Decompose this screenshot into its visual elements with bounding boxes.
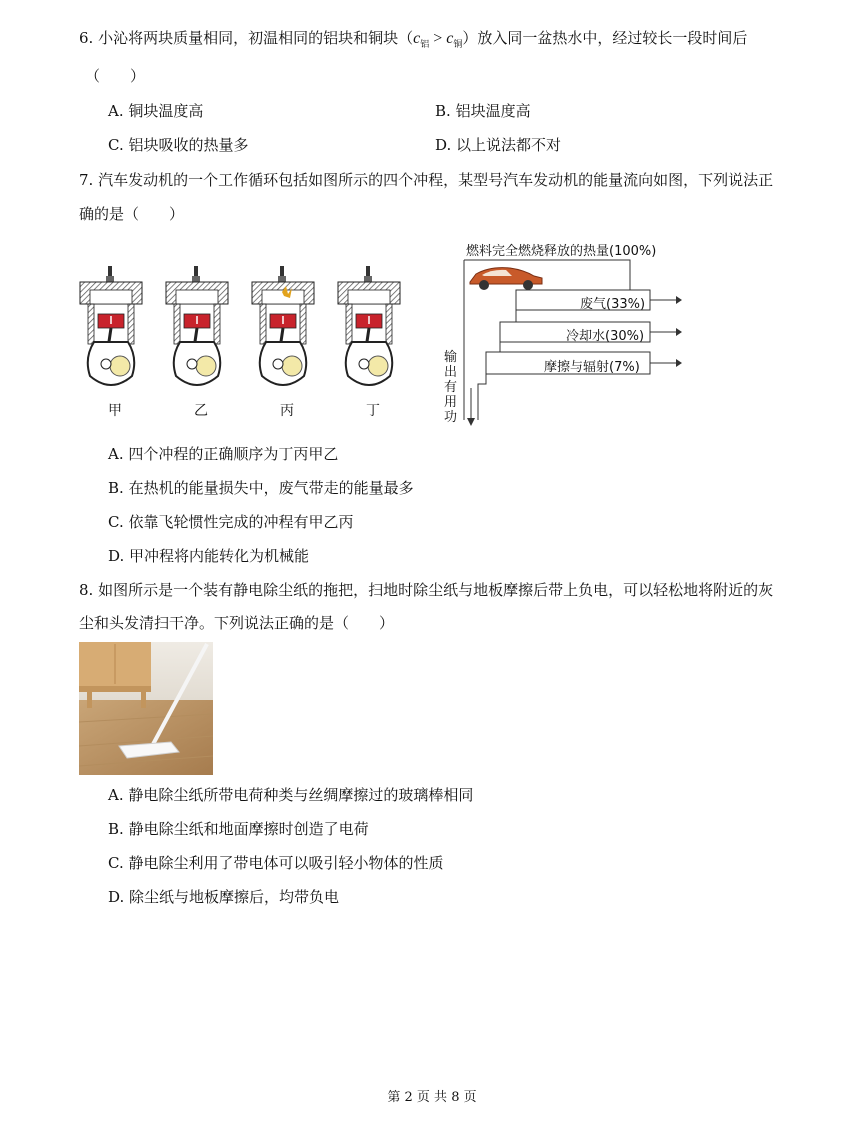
q6-formula [413,30,463,50]
q7-option-b[interactable] [108,478,414,498]
q8-option-c[interactable] [108,853,444,873]
q7-option-a[interactable] [108,444,338,464]
q6-stem [79,28,747,54]
q6-option-b[interactable] [435,101,531,121]
q8-option-a[interactable] [108,785,473,805]
q7-option-c[interactable] [108,512,354,532]
q7-stem-line1: 7. 汽车发动机的一个工作循环包括如图所示的四个冲程，某型号汽车发动机的能量流向如图，下列说法正 [79,171,774,189]
option-label: D. [108,888,125,906]
q8-option-d[interactable] [108,887,339,907]
option-label: B. [108,479,124,497]
option-text: 铝块吸收的热量多 [128,136,249,154]
formula-sub-cu: 铜 [453,39,463,50]
option-label: C. [108,136,124,154]
option-label: C. [108,513,124,531]
flow-item-exhaust: 废气(33%) [580,297,646,312]
option-label: A. [108,786,124,804]
mop-photo [79,642,213,775]
option-label: A. [108,102,124,120]
option-text: 静电除尘纸和地面摩擦时创造了电荷 [128,820,369,838]
engine-strokes-svg [76,262,416,422]
formula-c-al: c [413,30,421,47]
engine-strokes-figure [76,262,416,422]
engine-bing [252,266,314,385]
car-icon [470,268,542,290]
energy-flow-figure [440,238,690,428]
engine-label-bing: 丙 [280,403,294,419]
page-footer: 第 2 页 共 8 页 [387,1090,477,1105]
q6-stem-part-b: ）放入同一盆热水中，经过较长一段时间后 [462,29,748,47]
q6-option-c[interactable] [108,135,249,155]
flow-output-label: 输出有用功 [444,350,458,425]
engine-jia [80,266,142,385]
option-text: 依靠飞轮惯性完成的冲程有甲乙丙 [128,513,354,531]
flow-title: 燃料完全燃烧释放的热量(100%) [466,244,657,259]
q6-option-d[interactable] [435,135,561,155]
q8-stem-line2: 尘和头发清扫干净。下列说法正确的是（ ） [79,614,395,632]
formula-c-cu: c [446,30,454,47]
option-label: B. [108,820,124,838]
q8-stem-line1: 8. 如图所示是一个装有静电除尘纸的拖把，扫地时除尘纸与地板摩擦后带上负电，可以轻松地将附近的灰 [79,581,774,599]
q6-answer-paren: （ ） [85,67,146,85]
flow-item-friction: 摩擦与辐射(7%) [544,360,640,375]
formula-gt: > [429,30,447,47]
option-text: 铜块温度高 [128,102,204,120]
flow-item-coolant: 冷却水(30%) [566,329,645,344]
option-text: 甲冲程将内能转化为机械能 [129,547,310,565]
formula-sub-al: 铝 [420,39,430,50]
engine-label-jia: 甲 [108,403,122,419]
q8-option-b[interactable] [108,819,369,839]
option-text: 以上说法都不对 [456,136,562,154]
option-text: 在热机的能量损失中，废气带走的能量最多 [128,479,414,497]
engine-label-ding: 丁 [366,403,380,419]
mop-photo-svg [79,642,213,775]
option-text: 除尘纸与地板摩擦后，均带负电 [129,888,340,906]
option-label: B. [435,102,451,120]
option-text: 铝块温度高 [455,102,531,120]
option-label: D. [435,136,452,154]
option-label: A. [108,445,124,463]
q7-stem-line2: 确的是（ ） [79,205,185,223]
option-label: D. [108,547,125,565]
energy-flow-svg [440,238,690,428]
q6-stem-part-a: 6. 小沁将两块质量相同，初温相同的铝块和铜块（ [79,29,414,47]
option-text: 四个冲程的正确顺序为丁丙甲乙 [128,445,339,463]
q6-option-a[interactable] [108,101,203,121]
option-text: 静电除尘利用了带电体可以吸引轻小物体的性质 [128,854,444,872]
option-label: C. [108,854,124,872]
engine-ding [338,266,400,385]
q7-option-d[interactable] [108,546,309,566]
option-text: 静电除尘纸所带电荷种类与丝绸摩擦过的玻璃棒相同 [128,786,474,804]
engine-label-yi: 乙 [194,403,208,419]
engine-yi [166,266,228,385]
